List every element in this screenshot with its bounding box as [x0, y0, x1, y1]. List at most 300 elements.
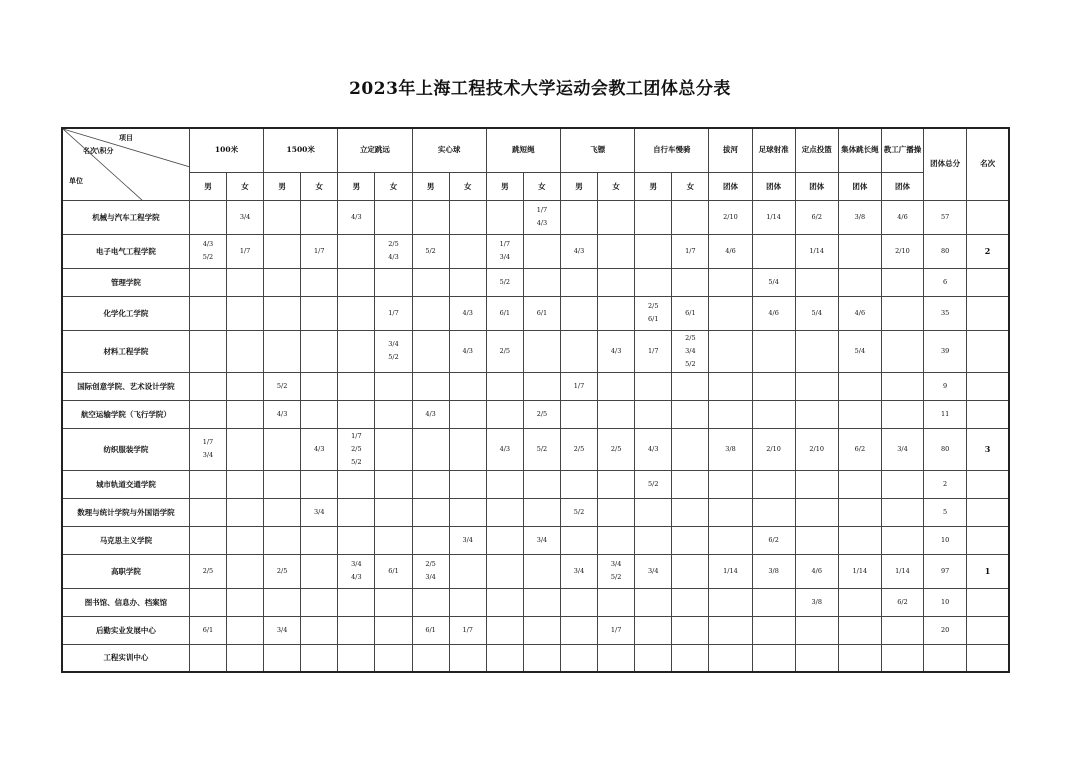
score-cell [635, 200, 672, 234]
score-cell [881, 588, 923, 616]
score-cell [189, 588, 226, 616]
score-cell [189, 554, 226, 588]
score-cell [635, 616, 672, 644]
score-cell [598, 330, 635, 372]
score-cell [375, 554, 412, 588]
score-cell [598, 234, 635, 268]
unit-name-cell: 后勤实业发展中心 [62, 616, 189, 644]
score-line: 2/5 [685, 333, 696, 342]
score-cell [523, 200, 560, 234]
score-cell [338, 296, 375, 330]
total-score-cell: 80 [924, 428, 967, 470]
score-line: 5/2 [388, 353, 399, 361]
score-cell [598, 588, 635, 616]
event-subheader: 团体 [881, 172, 923, 200]
score-line: 5/2 [648, 479, 659, 488]
score-line: 6/2 [811, 212, 822, 221]
score-cell [709, 234, 752, 268]
score-cell [301, 234, 338, 268]
score-cell [264, 372, 301, 400]
total-score-cell: 80 [924, 234, 967, 268]
score-cell [635, 526, 672, 554]
score-cell [375, 372, 412, 400]
score-line: 3/8 [854, 212, 866, 221]
score-cell [412, 200, 449, 234]
score-cell [709, 526, 752, 554]
score-cell [838, 400, 881, 428]
event-header: 100米 [189, 128, 263, 172]
rank-cell [967, 296, 1009, 330]
score-cell [523, 296, 560, 330]
score-cell [264, 644, 301, 672]
unit-name-cell: 航空运输学院（飞行学院） [62, 400, 189, 428]
score-cell [486, 554, 523, 588]
score-cell [709, 644, 752, 672]
score-cell [375, 498, 412, 526]
event-header: 实心球 [412, 128, 486, 172]
score-cell [264, 400, 301, 428]
score-line: 6/1 [425, 625, 436, 634]
score-line: 3/4 [897, 444, 908, 453]
score-cell [881, 428, 923, 470]
score-cell [375, 470, 412, 498]
score-cell [709, 498, 752, 526]
score-line: 3/8 [768, 566, 779, 575]
score-cell [338, 268, 375, 296]
score-cell [752, 554, 795, 588]
event-header: 足球射准 [752, 128, 795, 172]
score-cell [486, 644, 523, 672]
score-cell [486, 428, 523, 470]
score-cell [375, 234, 412, 268]
score-cell [449, 234, 486, 268]
event-subheader: 团体 [709, 172, 752, 200]
table-row [62, 200, 1009, 234]
score-cell [412, 234, 449, 268]
score-line: 5/2 [202, 253, 214, 261]
score-cell [227, 498, 264, 526]
score-cell [881, 554, 923, 588]
score-cell [189, 470, 226, 498]
score-cell [301, 526, 338, 554]
score-cell [838, 554, 881, 588]
table-row [62, 372, 1009, 400]
score-cell [709, 588, 752, 616]
unit-name-cell: 电子电气工程学院 [62, 234, 189, 268]
score-cell [486, 234, 523, 268]
score-cell [560, 372, 597, 400]
score-cell [486, 296, 523, 330]
score-cell [635, 268, 672, 296]
score-cell [752, 330, 795, 372]
score-cell [189, 428, 226, 470]
document-title: 2023年上海工程技术大学运动会教工团体总分表 [349, 79, 731, 99]
score-line: 1/7 [536, 206, 548, 214]
score-line: 3/4 [685, 346, 696, 355]
score-line: 2/10 [895, 246, 910, 255]
score-cell [709, 428, 752, 470]
score-cell [560, 234, 597, 268]
score-cell [264, 470, 301, 498]
score-cell [227, 400, 264, 428]
score-cell [449, 644, 486, 672]
score-cell [486, 470, 523, 498]
score-cell [672, 400, 709, 428]
score-cell [338, 330, 375, 372]
event-subheader: 女 [598, 172, 635, 200]
score-cell [301, 498, 338, 526]
score-cell [375, 296, 412, 330]
score-cell [709, 296, 752, 330]
score-line: 1/7 [610, 625, 622, 634]
score-line: 4/3 [610, 346, 622, 355]
score-line: 4/3 [573, 246, 585, 255]
score-line: 6/2 [854, 444, 866, 453]
score-line: 6/2 [768, 535, 779, 544]
score-line: 6/1 [685, 308, 696, 317]
score-cell [560, 616, 597, 644]
score-cell [301, 400, 338, 428]
score-line: 3/8 [725, 444, 736, 453]
score-line: 3/4 [314, 507, 325, 516]
table-row [62, 470, 1009, 498]
score-table [61, 127, 1010, 673]
score-cell [227, 234, 264, 268]
event-header: 1500米 [264, 128, 338, 172]
score-cell [672, 372, 709, 400]
score-cell [795, 588, 838, 616]
score-cell [375, 400, 412, 428]
score-cell [795, 234, 838, 268]
event-header: 跳短绳 [486, 128, 560, 172]
score-cell [635, 372, 672, 400]
score-cell [881, 470, 923, 498]
score-cell [412, 330, 449, 372]
score-cell [301, 554, 338, 588]
score-line: 4/3 [648, 444, 659, 453]
score-cell [752, 588, 795, 616]
score-cell [338, 200, 375, 234]
rank-cell [967, 526, 1009, 554]
score-cell [709, 330, 752, 372]
score-cell [412, 428, 449, 470]
score-cell [338, 498, 375, 526]
score-cell [338, 372, 375, 400]
score-cell [752, 234, 795, 268]
event-subheader: 男 [189, 172, 226, 200]
score-cell [338, 554, 375, 588]
score-cell [412, 526, 449, 554]
score-cell [795, 526, 838, 554]
score-cell [264, 526, 301, 554]
event-subheader: 男 [560, 172, 597, 200]
score-cell [635, 644, 672, 672]
score-line: 3/4 [573, 566, 585, 575]
score-cell [672, 330, 709, 372]
score-line: 4/3 [276, 409, 288, 418]
score-line: 2/5 [648, 302, 659, 310]
table-row [62, 526, 1009, 554]
score-cell [881, 616, 923, 644]
score-cell [598, 200, 635, 234]
score-cell [598, 470, 635, 498]
score-cell [795, 296, 838, 330]
score-cell [795, 616, 838, 644]
score-line: 2/5 [276, 566, 288, 575]
score-line: 4/3 [536, 219, 548, 227]
score-cell [412, 372, 449, 400]
score-cell [227, 616, 264, 644]
rank-cell [967, 330, 1009, 372]
score-cell [412, 644, 449, 672]
total-score-cell: 35 [924, 296, 967, 330]
event-subheader: 女 [301, 172, 338, 200]
corner-rank-score-label: 名次\积分 [83, 146, 114, 155]
score-line: 5/4 [768, 277, 779, 286]
score-cell [560, 470, 597, 498]
score-line: 3/4 [536, 535, 548, 544]
score-line: 5/2 [573, 507, 585, 516]
table-row [62, 588, 1009, 616]
score-cell [375, 330, 412, 372]
score-cell [412, 616, 449, 644]
score-cell [598, 554, 635, 588]
score-line: 1/7 [239, 246, 251, 255]
score-line: 3/8 [811, 597, 822, 606]
score-cell [709, 554, 752, 588]
score-cell [375, 616, 412, 644]
rank-cell [967, 470, 1009, 498]
score-cell [709, 470, 752, 498]
score-cell [189, 526, 226, 554]
score-line: 3/4 [202, 451, 214, 459]
score-cell [412, 498, 449, 526]
score-cell [523, 268, 560, 296]
score-cell [412, 268, 449, 296]
score-line: 2/5 [573, 444, 585, 453]
score-cell [881, 372, 923, 400]
score-cell [486, 268, 523, 296]
score-line: 6/1 [388, 566, 399, 575]
score-cell [227, 372, 264, 400]
score-cell [189, 296, 226, 330]
event-subheader: 女 [672, 172, 709, 200]
event-subheader: 女 [449, 172, 486, 200]
score-cell [189, 268, 226, 296]
score-line: 2/5 [425, 560, 436, 568]
score-cell [672, 498, 709, 526]
score-line: 1/7 [648, 346, 659, 355]
score-cell [189, 498, 226, 526]
total-score-cell: 9 [924, 372, 967, 400]
score-line: 3/4 [610, 560, 622, 568]
score-cell [375, 200, 412, 234]
score-cell [838, 372, 881, 400]
score-cell [375, 268, 412, 296]
unit-name-cell: 机械与汽车工程学院 [62, 200, 189, 234]
score-cell [227, 428, 264, 470]
score-cell [635, 470, 672, 498]
score-cell [560, 400, 597, 428]
event-subheader: 团体 [752, 172, 795, 200]
score-line: 5/2 [499, 277, 511, 286]
total-score-cell [924, 644, 967, 672]
score-cell [560, 554, 597, 588]
score-cell [449, 296, 486, 330]
score-cell [752, 616, 795, 644]
score-cell [838, 330, 881, 372]
event-subheader: 团体 [838, 172, 881, 200]
score-line: 1/7 [573, 381, 585, 390]
unit-name-cell: 工程实训中心 [62, 644, 189, 672]
score-cell [838, 526, 881, 554]
score-cell [752, 644, 795, 672]
score-line: 4/6 [854, 308, 866, 317]
event-header: 集体跳长绳 [838, 128, 881, 172]
score-cell [881, 200, 923, 234]
score-cell [375, 588, 412, 616]
event-header: 教工广播操 [881, 128, 923, 172]
score-cell [635, 330, 672, 372]
score-cell [449, 554, 486, 588]
header-row-events [62, 128, 1009, 172]
table-row [62, 554, 1009, 588]
score-line: 2/10 [723, 212, 738, 221]
unit-name-cell: 材料工程学院 [62, 330, 189, 372]
score-cell [523, 372, 560, 400]
score-cell [881, 400, 923, 428]
score-cell [338, 616, 375, 644]
score-cell [672, 588, 709, 616]
score-cell [301, 330, 338, 372]
score-cell [264, 588, 301, 616]
score-cell [598, 296, 635, 330]
score-line: 4/3 [388, 253, 399, 261]
score-cell [598, 400, 635, 428]
score-line: 6/1 [499, 308, 511, 317]
score-cell [838, 616, 881, 644]
score-cell [338, 234, 375, 268]
event-header: 自行车慢骑 [635, 128, 709, 172]
score-cell [264, 234, 301, 268]
score-cell [795, 330, 838, 372]
score-cell [838, 498, 881, 526]
unit-name-cell: 城市轨道交通学院 [62, 470, 189, 498]
score-line: 4/3 [202, 240, 214, 248]
score-cell [672, 616, 709, 644]
score-cell [227, 268, 264, 296]
score-cell [795, 372, 838, 400]
score-line: 5/4 [811, 308, 822, 317]
score-line: 2/5 [351, 444, 362, 453]
total-score-cell: 10 [924, 588, 967, 616]
score-cell [227, 644, 264, 672]
score-line: 3/4 [425, 573, 436, 581]
score-cell [635, 498, 672, 526]
score-cell [672, 554, 709, 588]
event-subheader: 男 [412, 172, 449, 200]
score-cell [795, 400, 838, 428]
score-cell [672, 526, 709, 554]
score-cell [635, 400, 672, 428]
unit-name-cell: 化学化工学院 [62, 296, 189, 330]
score-cell [752, 498, 795, 526]
score-line: 1/14 [809, 246, 825, 255]
score-line: 1/7 [685, 246, 696, 255]
total-score-cell: 39 [924, 330, 967, 372]
unit-name-cell: 高职学院 [62, 554, 189, 588]
score-cell [881, 498, 923, 526]
score-cell [523, 554, 560, 588]
total-score-cell: 10 [924, 526, 967, 554]
score-line: 6/1 [648, 315, 659, 323]
score-line: 2/5 [536, 409, 548, 418]
event-header: 拔河 [709, 128, 752, 172]
score-cell [523, 234, 560, 268]
score-line: 1/7 [202, 438, 214, 446]
score-cell [709, 400, 752, 428]
score-cell [227, 296, 264, 330]
rank-cell [967, 400, 1009, 428]
score-cell [189, 200, 226, 234]
score-cell [338, 400, 375, 428]
score-cell [227, 330, 264, 372]
score-line: 3/4 [499, 253, 511, 261]
score-cell [486, 526, 523, 554]
event-header: 定点投篮 [795, 128, 838, 172]
score-cell [598, 498, 635, 526]
score-line: 4/3 [462, 308, 473, 317]
score-cell [412, 400, 449, 428]
total-score-cell: 57 [924, 200, 967, 234]
score-cell [189, 644, 226, 672]
score-line: 4/3 [351, 212, 362, 221]
score-cell [598, 616, 635, 644]
score-cell [301, 372, 338, 400]
score-cell [795, 498, 838, 526]
score-line: 2/5 [610, 444, 622, 453]
score-line: 2/10 [766, 444, 781, 453]
score-cell [412, 588, 449, 616]
score-line: 5/2 [351, 457, 362, 466]
score-line: 5/2 [536, 444, 548, 453]
score-line: 1/7 [314, 246, 325, 255]
score-cell [752, 470, 795, 498]
score-cell [672, 470, 709, 498]
corner-unit-label: 单位 [69, 176, 83, 185]
event-subheader: 团体 [795, 172, 838, 200]
unit-name-cell: 马克思主义学院 [62, 526, 189, 554]
score-cell [523, 526, 560, 554]
score-cell [412, 554, 449, 588]
corner-item-label: 项目 [119, 133, 133, 142]
score-cell [598, 428, 635, 470]
score-cell [486, 200, 523, 234]
score-line: 4/6 [768, 308, 779, 317]
score-cell [301, 644, 338, 672]
score-cell [449, 588, 486, 616]
score-cell [881, 330, 923, 372]
event-subheader: 女 [375, 172, 412, 200]
score-cell [795, 428, 838, 470]
score-cell [301, 296, 338, 330]
score-line: 3/4 [462, 535, 473, 544]
score-cell [635, 588, 672, 616]
score-cell [560, 644, 597, 672]
event-subheader: 男 [635, 172, 672, 200]
score-line: 1/7 [388, 308, 399, 317]
score-cell [301, 470, 338, 498]
